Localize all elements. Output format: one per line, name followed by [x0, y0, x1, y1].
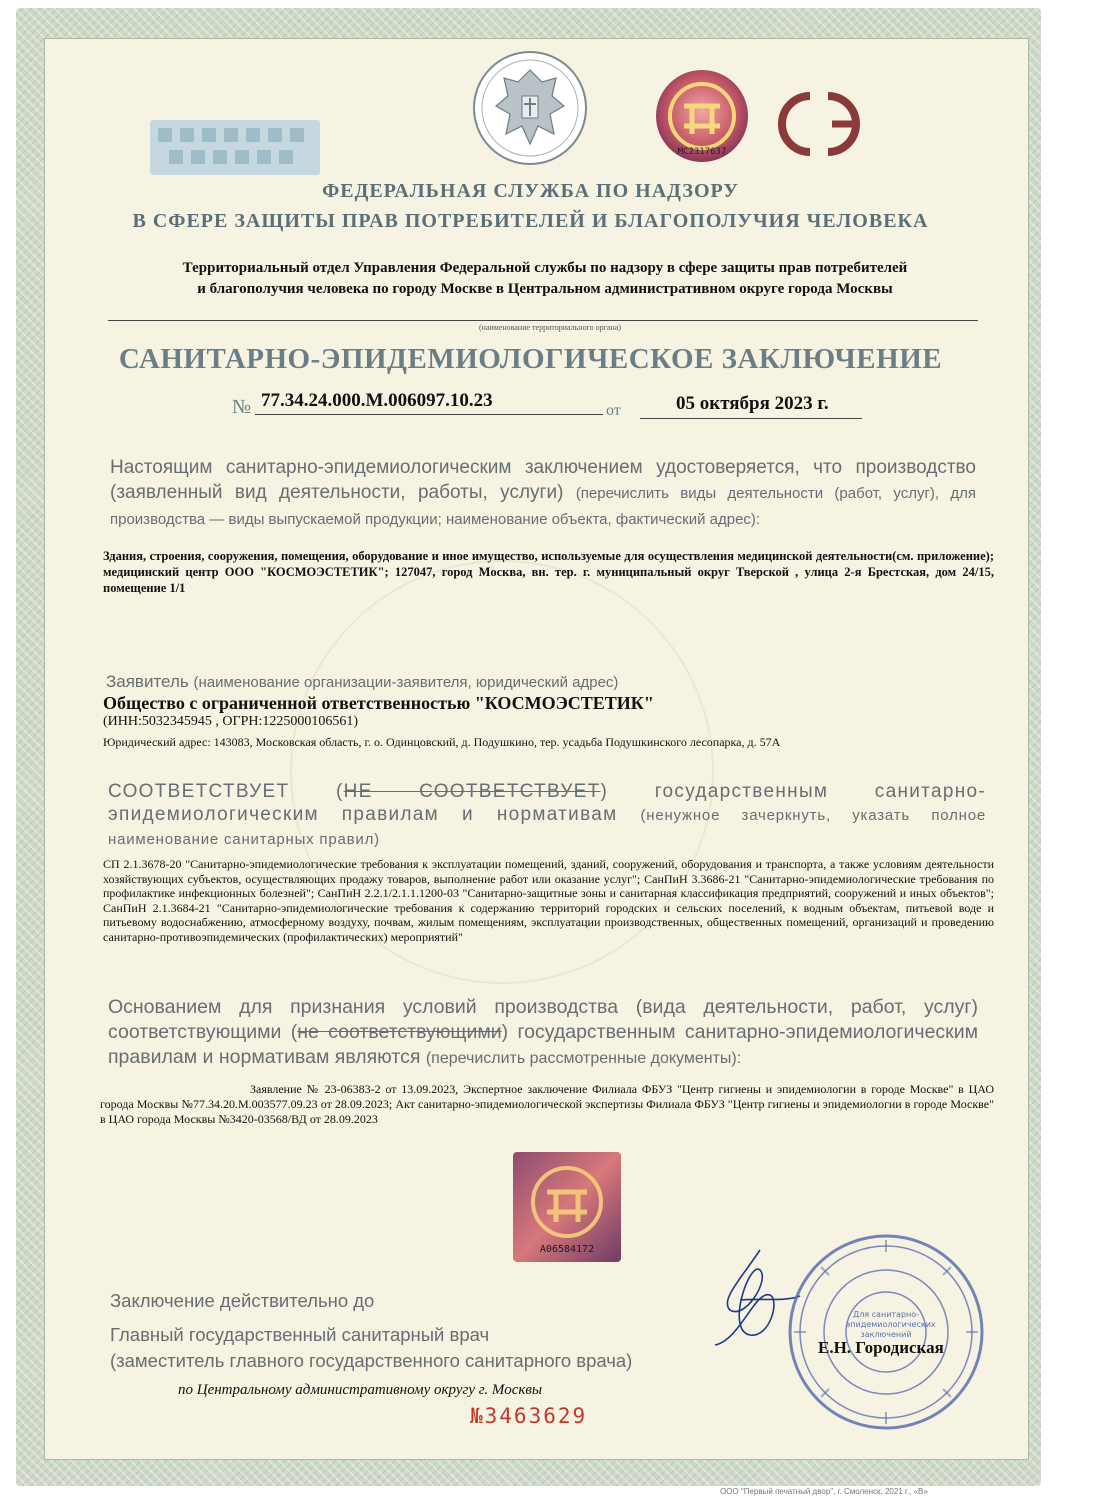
applicant-hint: (наименование организации-заявителя, юридический адрес)	[193, 674, 619, 691]
serial-number: №3463629	[470, 1404, 588, 1428]
validity-label: Заключение действительно до	[110, 1290, 375, 1311]
office-line1: Территориальный отдел Управления Федеральной службы по надзору в сфере защиты прав потребителей	[182, 260, 908, 276]
signatory-deputy-title: (заместитель главного государственного санитарного врача)	[110, 1350, 633, 1371]
compliance-hint: (ненужное зачеркнуть, указать полное наименование санитарных правил)	[108, 807, 986, 848]
basis-statement	[108, 995, 978, 1071]
svg-text:MC2317637: MC2317637	[677, 147, 727, 157]
basis-lead1: Основанием для признания условий производства (вида деятельности, работ, услуг) соответствующими (	[108, 996, 978, 1043]
signatory-title: Главный государственный санитарный врач	[110, 1324, 490, 1345]
intro-hint: (перечислить виды деятельности (работ, услуг), для производства — виды выпускаемой продукции; наименование объекта, фактический адрес):	[110, 485, 976, 528]
sanitary-rules-list: СП 2.1.3678-20 "Санитарно-эпидемиологические требования к эксплуатации помещений, зданий, сооружений, оборудования и транспорта, а также условиям деятельности хозяйствующих субъектов, осуществляющих продажу товаров, выполнение работ или оказание услуг"; СанПиН 3.3686-21 "Санитарно-эпидемиологические требования по профилактике инфекционных болезней"; СанПиН 2.2.1/2.1.1.1200-03 "Санитарно-защитные зоны и санитарная классификация предприятий, сооружений и иных объектов"; СанПиН 2.1.3684-21 "Санитарно-эпидемиологические требования к содержанию территорий городских и сельских поселений, к водным объектам, питьевой воде и питьевому водоснабжению, атмосферному воздуху, почвам, жилым помещениям, эксплуатации производственных, общественных помещений, организаций и проведению санитарно-противоэпидемических (профилактических) мероприятий"	[103, 857, 994, 944]
close-paren: )	[600, 781, 609, 802]
intro-lead: Настоящим санитарно-эпидемиологическим заключением удостоверяется, что производство (заявленный вид деятельности, работы, услуги)	[110, 457, 976, 503]
printer-imprint: ООО "Первый печатный двор", г. Смоленск, 2021 г., «В»	[720, 1487, 928, 1496]
applicant-address: Юридический адрес: 143083, Московская область, г. о. Одинцовский, д. Подушкино, тер. усадьба Подушкинского лесопарка, д. 57А	[103, 735, 781, 749]
number-prefix: №	[232, 396, 252, 418]
svg-text:А06584172: А06584172	[539, 1244, 595, 1255]
applicant-name: Общество с ограниченной ответственностью "КОСМОЭСТЕТИК"	[103, 693, 654, 713]
agency-title-line1: ФЕДЕРАЛЬНАЯ СЛУЖБА ПО НАДЗОРУ	[322, 180, 739, 202]
compliance-struck: НЕ СООТВЕТСТВУЕТ	[343, 781, 601, 802]
gost-hologram-top	[654, 68, 750, 164]
document-title: САНИТАРНО-ЭПИДЕМИОЛОГИЧЕСКОЕ ЗАКЛЮЧЕНИЕ	[118, 343, 943, 375]
certificate-date: 05 октября 2023 г.	[676, 393, 829, 414]
office-underline	[108, 320, 978, 321]
office-caption: (наименование территориального органа)	[479, 323, 621, 332]
applicant-label: Заявитель	[106, 672, 189, 691]
stamp-center-text: Для санитарно-эпидемиологических заключений	[846, 1310, 936, 1339]
date-underline	[640, 418, 862, 419]
hologram-strip-left	[150, 120, 320, 175]
number-underline	[255, 414, 603, 415]
territorial-office	[100, 258, 990, 300]
conformity-mark	[770, 88, 870, 160]
open-paren: (	[335, 781, 344, 802]
basis-hint: (перечислить рассмотренные документы):	[425, 1050, 742, 1067]
object-details: Здания, строения, сооружения, помещения, оборудование и иное имущество, используемые для осуществления медицинской деятельности(см. приложение); медицинский центр ООО "КОСМОЭСТЕТИК"; 127047, город Москва, вн. тер. г. муниципальный округ Тверской , улица 2-я Брестская, дом 24/15, помещение 1/1	[103, 549, 994, 595]
signatory-name: Е.Н. Городиская	[818, 1338, 944, 1357]
basis-documents: Заявление № 23-06383-2 от 13.09.2023, Экспертное заключение Филиала ФБУЗ "Центр гигиены и эпидемиологии в городе Москве" в ЦАО города Москвы №77.34.20.М.003577.09.23 от 28.09.2023; Акт санитарно-эпидемиологической экспертизы Филиала ФБУЗ "Центр гигиены и эпидемиологии в городе Москве" в ЦАО города Москвы №3420-03568/ВД от 28.09.2023	[100, 1082, 994, 1126]
signatory-district: по Центральному административному округу г. Москвы	[178, 1382, 543, 1398]
rospotrebnadzor-emblem	[470, 48, 590, 168]
gost-hologram-middle	[513, 1152, 621, 1262]
compliance-rest: государственным санитарно-эпидемиологическим правилам и нормативам	[108, 781, 986, 825]
applicant-ids: (ИНН:5032345945 , ОГРН:1225000106561)	[103, 714, 359, 729]
applicant-heading	[106, 672, 986, 692]
compliance-statement	[108, 780, 986, 851]
compliance-word: СООТВЕТСТВУЕТ	[108, 781, 290, 802]
official-round-stamp	[786, 1232, 986, 1432]
intro-paragraph	[110, 455, 976, 532]
basis-lead2: ) государственным санитарно-эпидемиологическим правилам и нормативам являются	[108, 1021, 978, 1068]
office-line2: и благополучия человека по городу Москве в Центральном административном округе города Москвы	[197, 281, 893, 297]
number-from: от	[606, 402, 621, 419]
certificate-number: 77.34.24.000.М.006097.10.23	[261, 390, 493, 411]
agency-title-line2: В СФЕРЕ ЗАЩИТЫ ПРАВ ПОТРЕБИТЕЛЕЙ И БЛАГОПОЛУЧИЯ ЧЕЛОВЕКА	[132, 210, 929, 232]
basis-struck: не соответствующими	[297, 1021, 502, 1043]
